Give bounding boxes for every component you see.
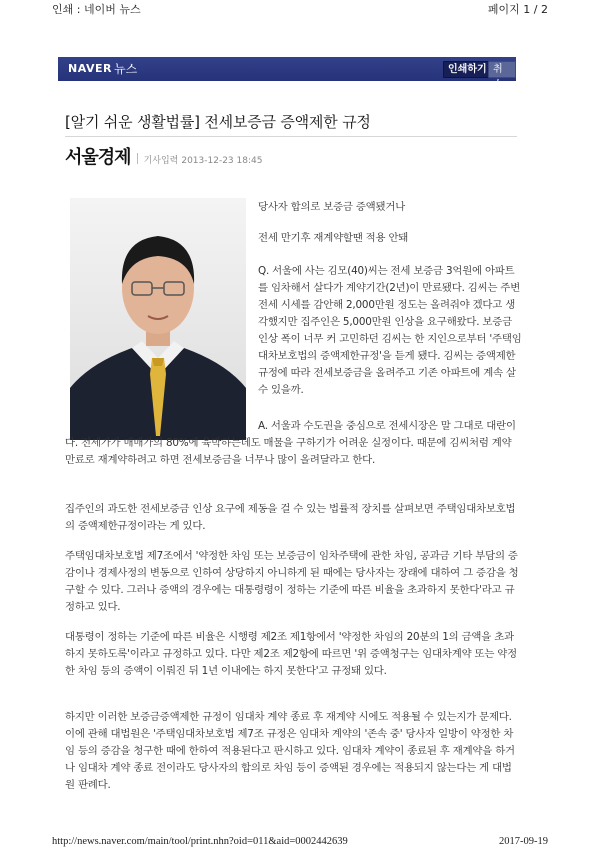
article-meta [65,143,262,167]
article-date: 2013-12-23 18:45 [181,156,263,166]
answer-paragraph: A. 서울과 수도권을 중심으로 전세시장은 말 그대로 대란이다. 전세가가 매매가의 80%에 육박하는데도 매물을 구하기가 어려운 실정이다. 때문에 김씨처럼 계약 만료로 재계약하려고 하면 전세보증금을 너무나 많이 올려달라고 한다. [65,420,516,466]
date-label: 기사입력 [143,156,179,166]
article-url[interactable]: http://news.naver.com/main/tool/print.nhn?oid=011&aid=0002442639 [52,836,348,847]
body-paragraph-2: 주택임대차보호법 제7조에서 '약정한 차임 또는 보증금이 임차주택에 관한 차임, 공과금 기타 부담의 증감이나 경제사정의 변동으로 인하여 상당하지 아니하게 된 때에는 당사자는 장래에 대하여 그 증감을 청구할 수 있다. 그러나 증액의 경우에는 대통령령이 정하는 기준에 따른 비율을 초과하지 못한다'라고 규정하고 있다. [65,550,519,613]
cancel-button[interactable]: 취소 [488,61,516,78]
body-paragraph-4: 하지만 이러한 보증금증액제한 규정이 임대차 계약 종료 후 재계약 시에도 적용될 수 있는지가 문제다. 이에 관해 대법원은 '주택임대차보호법 제7조 규정은 임대차 계약의 '존속 중' 당사자 일방이 약정한 차임 등의 증감을 청구한 때에 한하여 적용된다고 판시하고 있다. 임대차 계약이 종료된 후 재계약을 하거나 임대차 계약 종료 전이라도 당사자의 합의로 차임 등이 증액된 경우에는 적용되지 않는다는 게 대법원 판례다. [65,711,515,791]
question-paragraph: Q. 서울에 사는 김모(40)씨는 전세 보증금 3억원에 아파트를 임차해서 살다가 계약기간(2년)이 만료됐다. 김씨는 주변 전세 시세를 감안해 2,000만원 정도는 올려줘야 겠다고 생각했지만 집주인은 5,000만원 인상을 요구해왔다. 보증금 인상 폭이 너무 커 고민하던 김씨는 한 지인으로부터 '주택임대차보호법의 증액제한규정'을 듣게 됐다. 김씨는 증액제한 규정에 따라 전세보증금을 올려주고 기존 아파트에 계속 살 수 있을까. [258,265,522,396]
subheading-1: 당사자 합의로 보증금 증액됐거나 [258,201,406,213]
body-paragraph-1: 집주인의 과도한 전세보증금 인상 요구에 제동을 걸 수 있는 법률적 장치를 살펴보면 주택임대차보호법의 증액제한규정이라는 게 있다. [65,503,516,532]
title-divider [65,136,517,137]
print-date: 2017-09-19 [499,836,548,847]
subheading-2: 전세 만기후 재계약할땐 적용 안돼 [258,232,409,244]
print-button[interactable]: 인쇄하기 [443,61,492,78]
person-portrait-icon [70,198,246,440]
press-name[interactable]: 서울경제 [65,147,131,168]
article-title: [알기 쉬운 생활법률] 전세보증금 증액제한 규정 [65,113,371,131]
article-photo [70,198,246,440]
naver-news-bar [58,57,516,90]
page-indicator: 페이지 1 / 2 [487,3,548,16]
print-header-title: 인쇄 : 네이버 뉴스 [52,3,141,16]
print-header [0,0,600,16]
news-section-label: 뉴스 [114,62,138,76]
meta-divider [137,153,138,164]
body-paragraph-3: 대통령이 정하는 기준에 따른 비율은 시행령 제2조 제1항에서 '약정한 차임의 20분의 1의 금액을 초과하지 못하도록'이라고 규정하고 있다. 다만 제2조 제2항에 따르면 '위 증액청구는 임대차계약 또는 약정한 차임 등의 증액이 이뤄진 뒤 1년 이내에는 하지 못한다'고 규정돼 있다. [65,631,517,677]
naver-logo[interactable]: NAVER [68,62,112,75]
